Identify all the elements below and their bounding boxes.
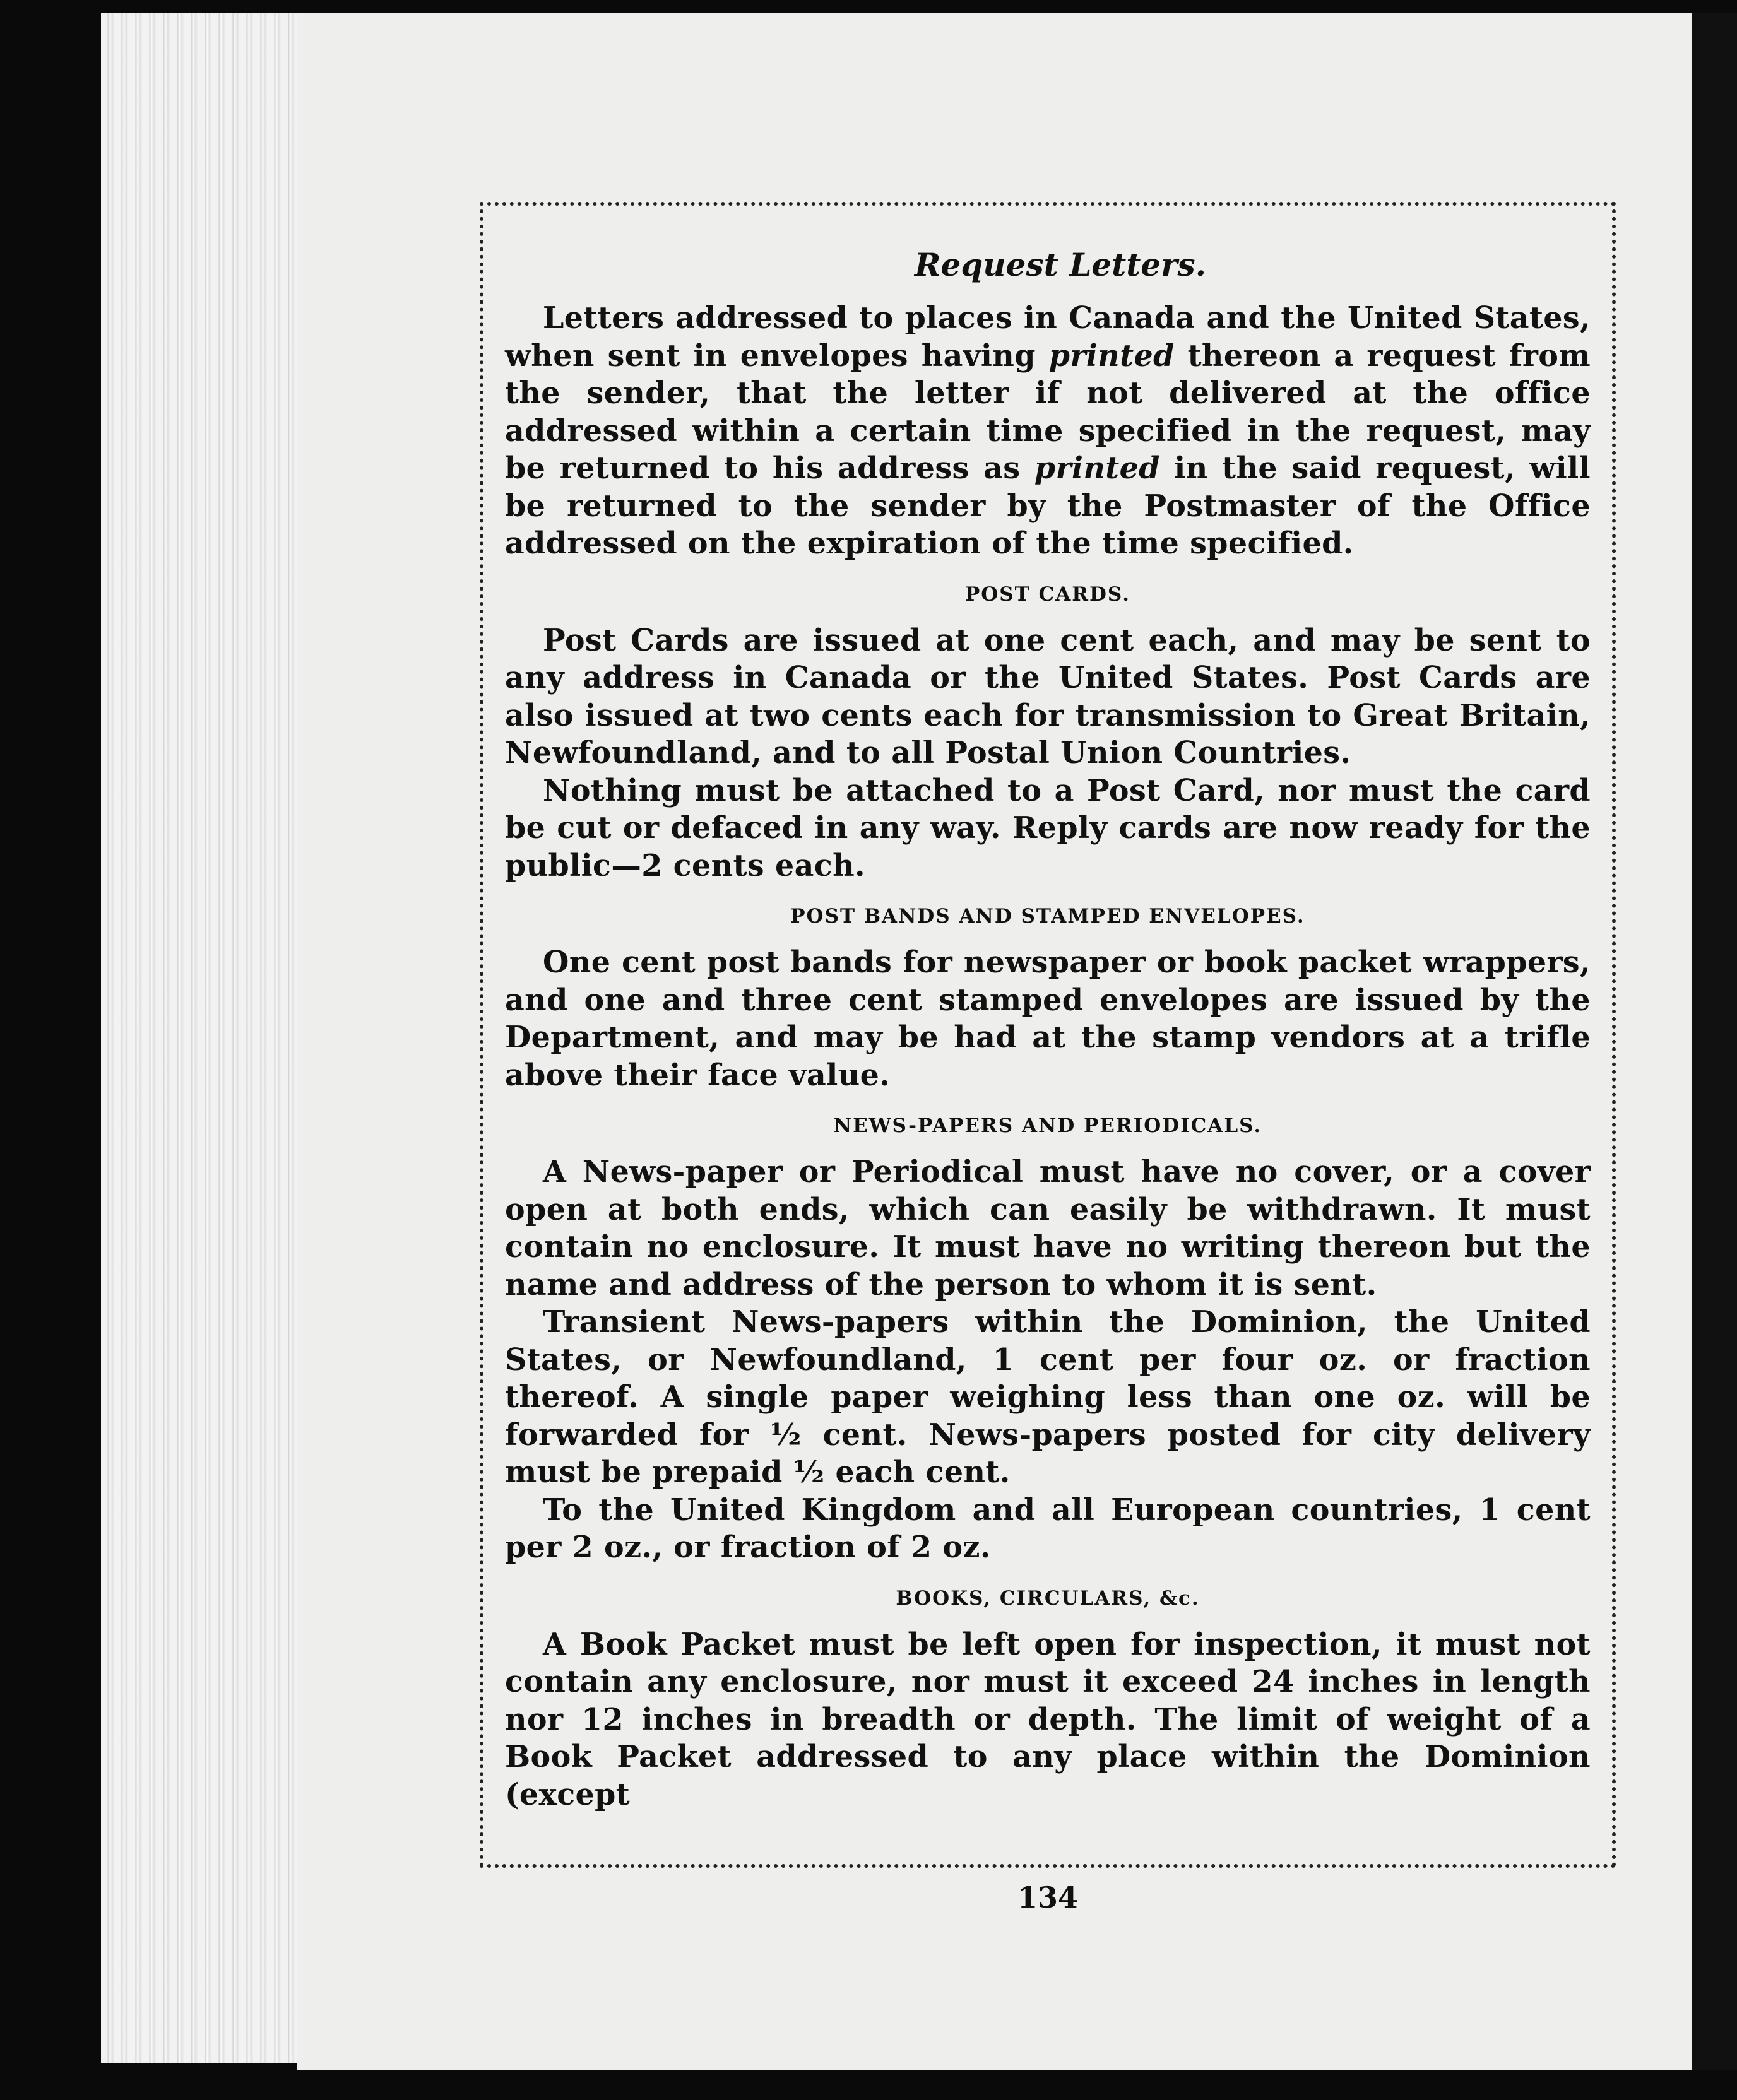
section-heading-post-cards: POST CARDS.: [964, 582, 1130, 606]
newspapers-paragraph-3: To the United Kingdom and all European countries, 1 cent per 2 oz., or fraction of 2 oz.: [505, 1492, 1591, 1565]
post-cards-paragraph-2: Nothing must be attached to a Post Card, nor must the card be cut or defaced in any way. Reply cards are now ready for the public—2 cents each.: [505, 772, 1591, 883]
page-number: 134: [1017, 1880, 1079, 1914]
request-letters-paragraph: Letters addressed to places in Canada and the United States, when sent in envelopes having printed thereon a request from the sender, that the letter if not delivered at the office addressed within a certain time specified in the request, may be returned to his address as printed in the said request, will be returned to the sender by the Postmaster of the Office addressed on the expiration of the time specified.: [505, 300, 1591, 561]
page-title: Request Letters.: [914, 246, 1206, 283]
post-cards-paragraph-1: Post Cards are issued at one cent each, and may be sent to any address in Canada or the United States. Post Cards are also issued at two cents each for transmission to Great Britain, Newfoundland, and to all Postal Union Countries.: [505, 622, 1591, 770]
books-paragraph: A Book Packet must be left open for inspection, it must not contain any enclosure, nor must it exceed 24 inches in length nor 12 inches in breadth or depth. The limit of weight of a Book Packet addressed to any place within the Dominion (except: [505, 1626, 1591, 1812]
newspapers-paragraph-1: A News-paper or Periodical must have no cover, or a cover open at both ends, which can easily be withdrawn. It must contain no enclosure. It must have no writing thereon but the name and address of the person to whom it is sent.: [505, 1154, 1591, 1302]
newspapers-paragraph-2: Transient News-papers within the Dominion, the United States, or Newfoundland, 1 cent per four oz. or fraction thereof. A single paper weighing less than one oz. will be forwarded for ½ cent. News-papers posted for city delivery must be prepaid ½ each cent.: [505, 1304, 1591, 1490]
facing-page-edge: [1692, 13, 1737, 2070]
book-page-edges: [101, 13, 316, 2063]
section-heading-books: BOOKS, CIRCULARS, &c.: [896, 1586, 1200, 1610]
section-heading-newspapers: NEWS-PAPERS AND PERIODICALS.: [833, 1114, 1262, 1137]
section-heading-post-bands: POST BANDS AND STAMPED ENVELOPES.: [790, 905, 1305, 928]
post-bands-paragraph: One cent post bands for newspaper or book packet wrappers, and one and three cent stamped envelopes are issued by the Department, and may be had at the stamp vendors at a trifle above their face value.: [505, 945, 1591, 1093]
page-content: [505, 243, 1591, 1814]
